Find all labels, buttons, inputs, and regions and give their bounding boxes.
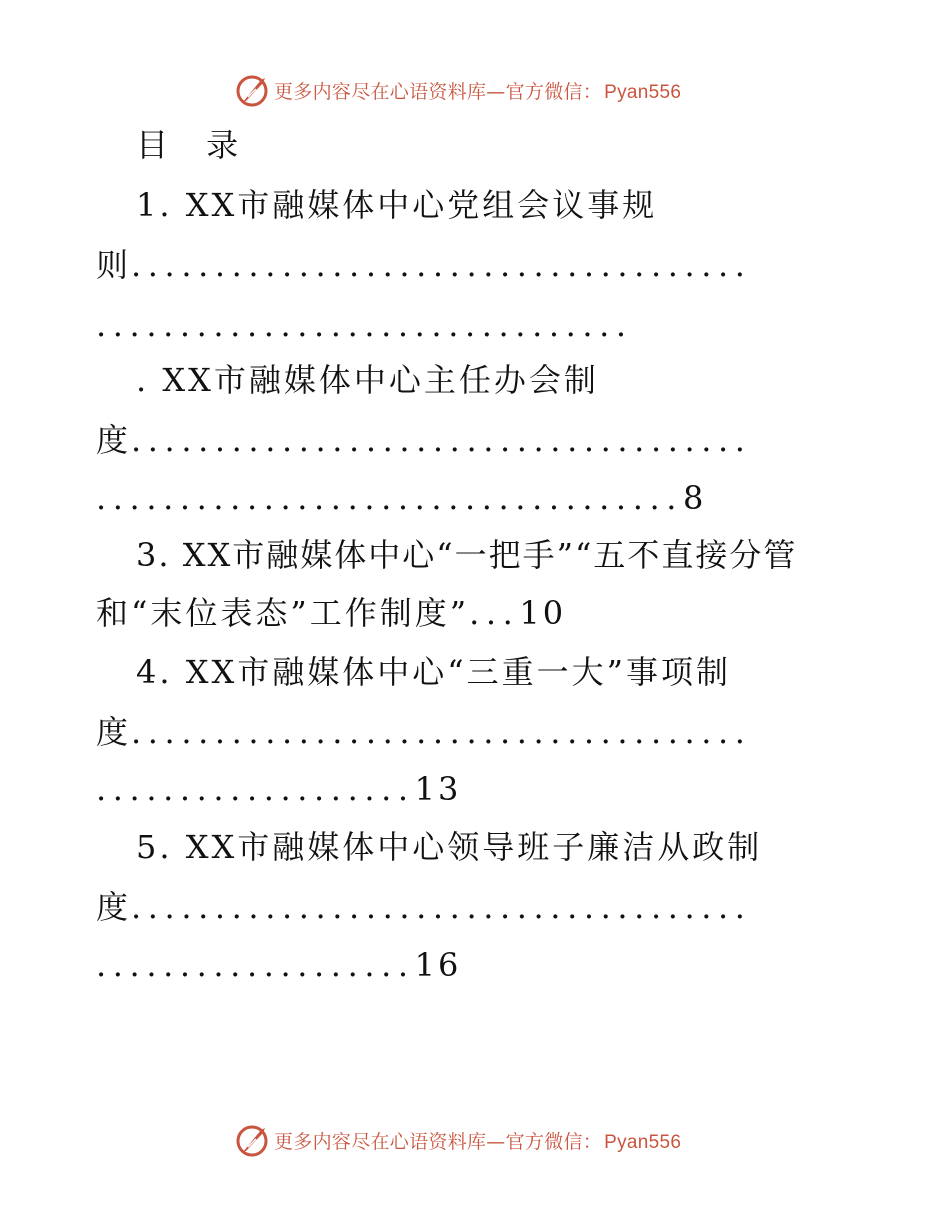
toc-entry-title-end: 度 xyxy=(96,713,132,751)
toc-entry-1-leader-line-2 xyxy=(96,305,633,345)
watermark-account: Pyan556 xyxy=(604,81,682,103)
toc-entry-2-title-line xyxy=(136,360,599,400)
toc-entry-title-end: 则 xyxy=(96,246,132,284)
footer-watermark xyxy=(234,1120,681,1160)
toc-entry-number: 1. xyxy=(136,186,173,224)
toc-entry-title: XX市融媒体中心领导班子廉洁从政制 xyxy=(185,828,763,866)
toc-leader-dots: ................................ xyxy=(96,306,633,344)
toc-entry-title: XX市融媒体中心“三重一大”事项制 xyxy=(185,653,731,691)
watermark-text: 更多内容尽在心语资料库—官方微信： Pyan556 xyxy=(274,1130,682,1153)
toc-entry-number: 5. xyxy=(136,828,173,866)
toc-entry-title: XX市融媒体中心“一把手”“五不直接分管 xyxy=(182,536,798,574)
toc-entry-number: 3. xyxy=(136,536,171,574)
toc-entry-title-end: 和“末位表态”工作制度” xyxy=(96,594,470,632)
toc-entry-5-title-line xyxy=(136,827,762,867)
toc-entry-4-title-line xyxy=(136,652,731,692)
toc-leader-dots: ................... xyxy=(96,770,415,808)
toc-entry-title: XX市融媒体中心党组会议事规 xyxy=(185,186,658,224)
toc-entry-5-leader-line-2 xyxy=(96,945,461,985)
toc-entry-title-end: 度 xyxy=(96,421,132,459)
toc-entry-1-leader-line xyxy=(96,245,752,285)
toc-leader-dots: ..................................... xyxy=(131,421,752,459)
toc-entry-2-leader-line-2 xyxy=(96,478,706,518)
toc-entry-title: XX市融媒体中心主任办会制 xyxy=(162,361,599,399)
quill-logo-icon xyxy=(234,72,270,108)
toc-leader-dots: ................................... xyxy=(96,479,684,517)
toc-page-number: 10 xyxy=(519,594,567,632)
toc-entry-number: 4. xyxy=(136,653,173,691)
quill-logo-icon xyxy=(234,1122,270,1158)
toc-entry-3-title-line xyxy=(136,535,797,575)
toc-entry-title-end: 度 xyxy=(96,888,132,926)
toc-entry-number: . xyxy=(136,361,150,399)
toc-heading: 目 录 xyxy=(136,126,253,164)
toc-entry-2-leader-line xyxy=(96,420,752,460)
watermark-account: Pyan556 xyxy=(604,1131,682,1153)
toc-leader-dots: ..................................... xyxy=(131,246,752,284)
toc-entry-4-leader-line-2 xyxy=(96,769,461,809)
toc-entry-1-title-line xyxy=(136,185,657,225)
toc-entry-4-leader-line xyxy=(96,712,752,752)
toc-page-number: 8 xyxy=(683,479,707,517)
toc-leader-dots: ... xyxy=(469,594,520,632)
toc-leader-dots: ................... xyxy=(96,946,415,984)
watermark-text: 更多内容尽在心语资料库—官方微信： Pyan556 xyxy=(274,80,682,103)
toc-leader-dots: ..................................... xyxy=(131,713,752,751)
toc-entry-5-leader-line xyxy=(96,887,752,927)
toc-page-number: 16 xyxy=(414,946,462,984)
header-watermark xyxy=(234,70,681,110)
toc-leader-dots: ..................................... xyxy=(131,888,752,926)
toc-entry-3-leader-line xyxy=(96,593,566,633)
toc-page-number: 13 xyxy=(414,770,462,808)
